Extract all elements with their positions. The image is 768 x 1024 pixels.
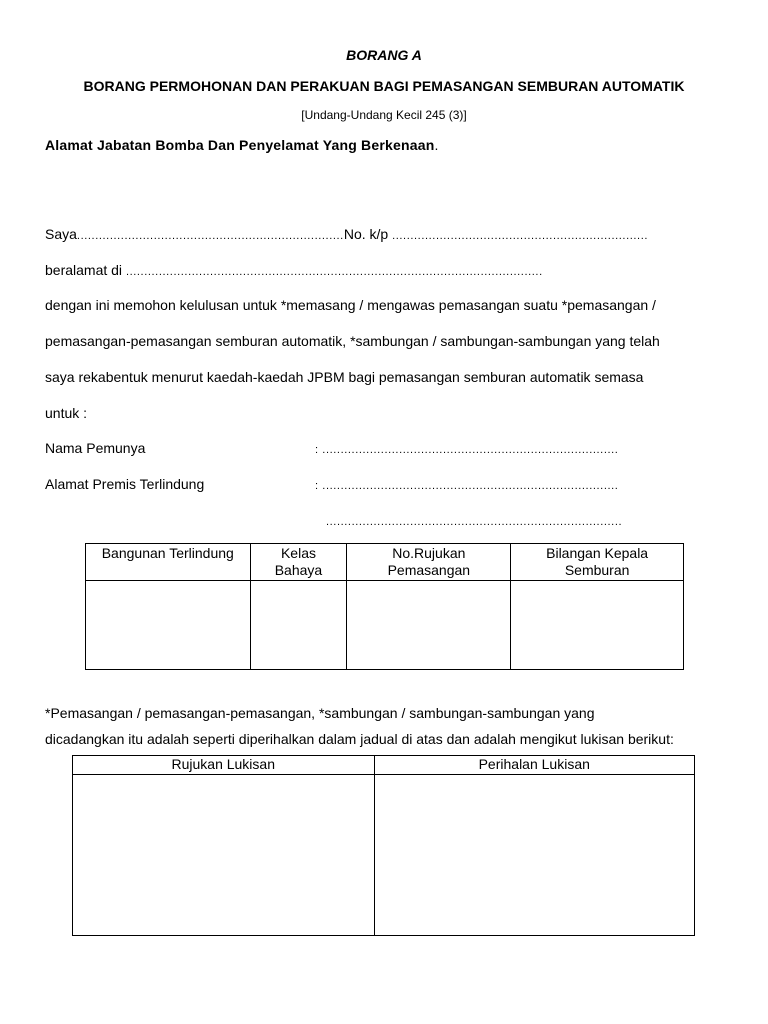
table-cell[interactable] — [86, 581, 251, 670]
col-header-rujukan-lukisan: Rujukan Lukisan — [73, 756, 375, 775]
table-cell[interactable] — [347, 581, 511, 670]
drawing-table — [72, 755, 695, 936]
premise-label: Alamat Premis Terlindung — [45, 476, 205, 492]
installation-table-header-row — [86, 544, 684, 581]
footer-line-1: *Pemasangan / pemasangan-pemasangan, *sambungan / sambungan-sambungan yang — [45, 705, 595, 721]
col-header-rujukan: No.Rujukan Pemasangan — [347, 544, 511, 581]
saya-line — [45, 226, 648, 242]
table-row — [86, 581, 684, 670]
address-heading-text: Alamat Jabatan Bomba Dan Penyelamat Yang Berkenaan — [45, 137, 435, 153]
table-cell[interactable] — [511, 581, 684, 670]
paragraph-line-1: dengan ini memohon kelulusan untuk *memasang / mengawas pemasangan suatu *pemasangan / — [45, 297, 656, 313]
footer-line-2: dicadangkan itu adalah seperti diperihalkan dalam jadual di atas dan adalah mengikut lukisan berikut: — [45, 731, 674, 747]
saya-dots[interactable]: ......................................................................... — [76, 230, 344, 242]
paragraph-line-4: untuk : — [45, 405, 88, 421]
table-cell[interactable] — [374, 775, 695, 936]
form-label: BORANG A — [346, 47, 422, 63]
form-title: BORANG PERMOHONAN DAN PERAKUAN BAGI PEMASANGAN SEMBURAN AUTOMATIK — [83, 78, 685, 94]
premise-dots[interactable]: : ................................................................................. — [315, 480, 619, 492]
col-header-bangunan: Bangunan Terlindung — [86, 544, 251, 581]
table-cell[interactable] — [250, 581, 347, 670]
kp-dots[interactable]: ...................................................................... — [392, 230, 649, 242]
table-cell[interactable] — [73, 775, 375, 936]
form-subtitle: [Undang-Undang Kecil 245 (3)] — [301, 108, 467, 122]
drawing-table-header-row — [73, 756, 695, 775]
col-header-bilangan: Bilangan Kepala Semburan — [511, 544, 684, 581]
paragraph-line-2: pemasangan-pemasangan semburan automatik, *sambungan / sambungan-sambungan yang telah — [45, 333, 660, 349]
saya-label: Saya — [45, 226, 77, 242]
paragraph-line-3: saya rekabentuk menurut kaedah-kaedah JPBM bagi pemasangan semburan automatik semasa — [45, 369, 644, 385]
address-heading-period: . — [434, 137, 439, 153]
kp-label: No. k/p — [343, 226, 389, 242]
beralamat-dots[interactable]: .................................................................................................................. — [125, 266, 543, 278]
col-header-kelas: Kelas Bahaya — [250, 544, 347, 581]
col-header-perihalan-lukisan: Perihalan Lukisan — [374, 756, 695, 775]
owner-dots[interactable]: : ................................................................................. — [315, 444, 619, 456]
beralamat-line — [45, 262, 543, 278]
premise-dots-2[interactable]: ................................................................................. — [326, 516, 623, 528]
table-row — [73, 775, 695, 936]
premise-value-field-2[interactable] — [326, 512, 622, 528]
beralamat-label: beralamat di — [45, 262, 123, 278]
premise-value-field[interactable] — [315, 476, 618, 492]
installation-table — [85, 543, 684, 670]
address-heading — [45, 137, 439, 153]
owner-value-field[interactable] — [315, 440, 618, 456]
owner-label: Nama Pemunya — [45, 440, 146, 456]
